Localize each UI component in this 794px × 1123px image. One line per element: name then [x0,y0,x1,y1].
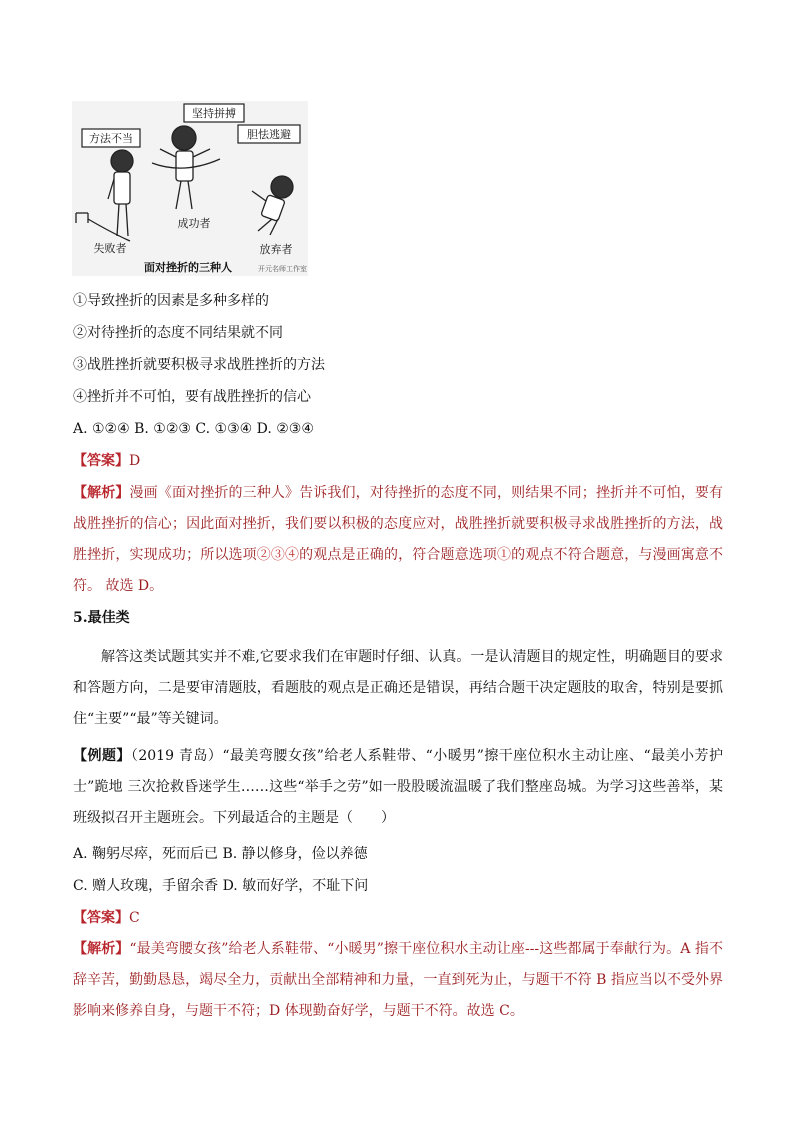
option-3: ③战胜挫折就要积极寻求战胜挫折的方法 [73,357,325,373]
analysis-1-tag: 【解析】 [73,485,130,501]
example-text: （2019 青岛）“最美弯腰女孩”给老人系鞋带、“小暖男”擦干座位积水主动让座、“最美小芳护士”跪地 三次抢救昏迷学生……这些“举手之劳”如一股股暖流温暖了我们整座岛城。为学习这些善举，某班级拟召开主题班会。下列最适合的主题是（ ） [73,748,724,826]
section-intro: 解答这类试题其实并不难,它要求我们在审题时仔细、认真。一是认清题目的规定性，明确题目的要求和答题方向，二是要审清题肢，看题肢的观点是正确还是错误，再结合题干决定题肢的取舍，特别是要抓住“主要”“最”等关键词。 [73,649,723,727]
analysis-1-part2: 的观点是正确的，符合题意选项 [299,547,498,563]
bubble-failure-text: 方法不当 [89,132,133,145]
analysis-1-part3: 的观点不符合题意，与漫画寓意不符。 故选 D。 [73,547,724,594]
cartoon-caption: 面对挫折的三种人 [144,261,232,274]
answer-2-tag: 【答案】 [73,910,129,926]
answer-1-tag: 【答案】 [73,453,129,469]
analysis-2-text: “最美弯腰女孩”给老人系鞋带、“小暖男”擦干座位积水主动让座---这些都属于奉献行为。A 指不辞辛苦，勤勤恳恳，竭尽全力，贡献出全部精神和力量，一直到死为止，与题干不符 B 指应当以不受外界影响来修养自身，与题干不符；D 体现勤奋好学，与题干不符。故选 C。 [73,941,724,1019]
analysis-1-part1: 漫画《面对挫折的三种人》告诉我们，对待挫折的态度不同，则结果不同；挫折并不可怕，要有战胜挫折的信心；因此面对挫折，我们要以积极的态度应对，战胜挫折就要积极寻求战胜挫折的方法，战胜挫折，实现成功；所以选项 [73,485,724,563]
example-options-ab: A. 鞠躬尽瘁，死而后已 B. 静以修身，俭以养德 [73,846,368,862]
cartoon-illustration [72,101,308,276]
label-quit: 放弃者 [259,243,293,256]
example-options-cd: C. 赠人玫瑰，手留余香 D. 敏而好学，不耻下问 [73,878,369,894]
analysis-1-circled-correct: ②③④ [256,547,300,563]
example-tag: 【例题】 [73,748,131,764]
label-success: 成功者 [177,217,211,230]
cartoon-watermark: 开元名师工作室 [258,265,307,273]
analysis-2 [73,934,723,1027]
answer-2-value: C [129,910,140,926]
answer-1-value: D [129,453,141,469]
answer-choices: A. ①②④ B. ①②③ C. ①③④ D. ②③④ [73,421,314,437]
analysis-2-tag: 【解析】 [73,941,130,957]
bubble-success-text: 坚持拼搏 [192,107,236,120]
cartoon-svg [72,101,308,276]
option-4: ④挫折并不可怕，要有战胜挫折的信心 [73,389,311,405]
option-1: ①导致挫折的因素是多种多样的 [73,293,269,309]
answer-1 [73,451,140,471]
section-heading: 5.最佳类 [73,610,130,626]
bubble-quit-text: 胆怯逃避 [247,128,291,141]
analysis-1 [73,478,723,602]
analysis-1-circled-wrong: ① [497,547,512,563]
example-question [73,741,723,834]
option-2: ②对待挫折的态度不同结果就不同 [73,325,283,341]
label-failure: 失败者 [93,242,127,255]
answer-2 [73,908,140,928]
